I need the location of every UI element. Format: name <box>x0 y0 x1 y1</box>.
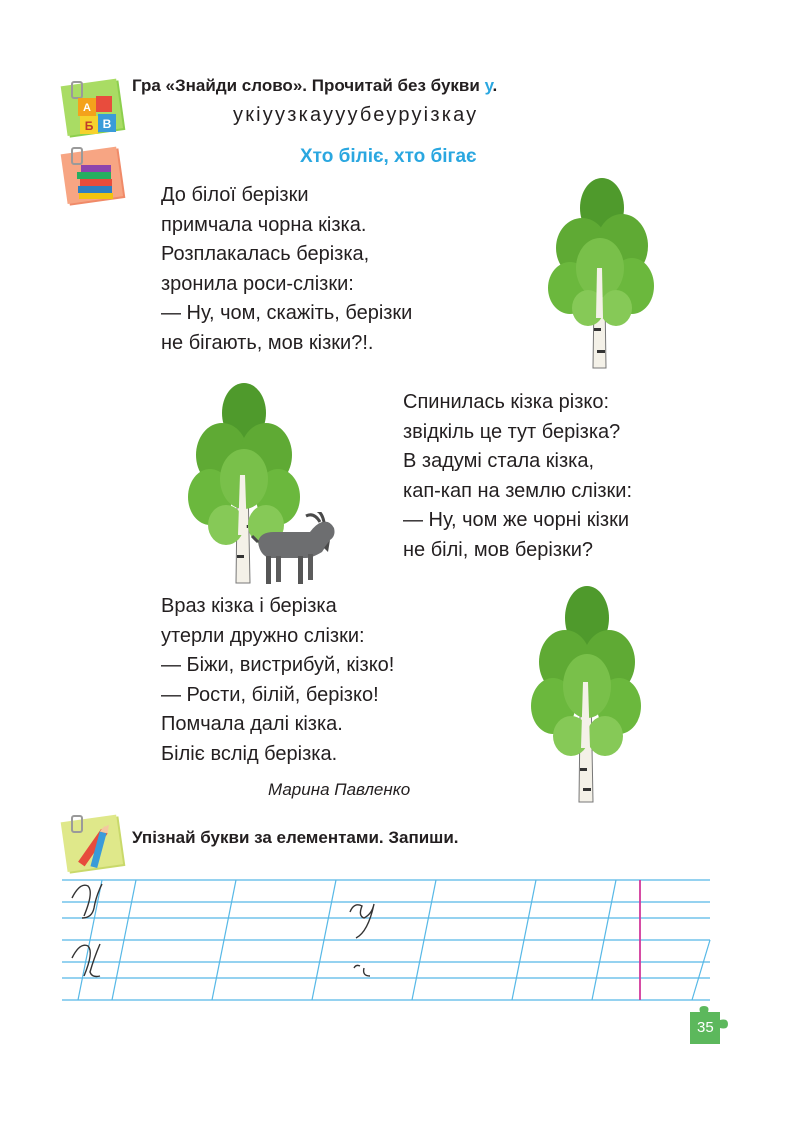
poem-line: — Ну, чом же чорні кізки <box>403 509 630 531</box>
poem-line: Помчала далі кізка. <box>161 713 343 735</box>
poem-line: Спинилась кізка різко: <box>403 391 610 413</box>
poem-title: Хто біліє, хто бігає <box>300 146 477 167</box>
poem-line: кап-кап на землю слізки: <box>403 479 633 502</box>
poem-line: не білі, мов берізки? <box>403 538 594 561</box>
poem-line: — Ну, чом, скажіть, берізки <box>161 302 413 324</box>
svg-text:А: А <box>83 102 91 114</box>
poem-line: — Біжи, вистрибуй, кізко! <box>161 654 395 676</box>
task2-instruction: Упізнай букви за елементами. Запиши. <box>132 828 459 847</box>
handwriting-practice-lines[interactable] <box>50 872 720 1007</box>
birch-tree-illustration <box>540 168 660 373</box>
task1-instruction <box>132 76 497 96</box>
letter-sequence: укіуузкаууубеуруізкау <box>233 104 479 126</box>
task1-suffix: . <box>492 76 498 95</box>
abc-blocks-icon <box>58 76 130 140</box>
poem-line: До білої берізки <box>161 184 309 206</box>
poem-line: В задумі стала кізка, <box>403 450 595 472</box>
birch-tree-illustration <box>525 578 645 806</box>
poem-line: — Рости, білій, берізко! <box>161 683 379 706</box>
poem-line: не бігають, мов кізки?!. <box>161 331 374 354</box>
poem-stanza-1 <box>161 181 412 358</box>
poem-line: зронила роси-слізки: <box>161 272 354 295</box>
poem-line: утерли дружно слізки: <box>161 624 365 647</box>
poem-line: Розплакалась берізка, <box>161 243 370 265</box>
svg-text:В: В <box>102 117 112 131</box>
poem-line: звідкіль це тут берізка? <box>403 420 621 443</box>
svg-text:Б: Б <box>84 119 94 133</box>
books-icon <box>58 144 130 208</box>
poem-line: примчала чорна кізка. <box>161 213 367 236</box>
task1-text: Гра «Знайди слово». Прочитай без букви <box>132 76 485 95</box>
pencil-note-icon <box>58 812 130 876</box>
poem-stanza-2 <box>403 388 632 565</box>
task1-highlight-letter: у <box>484 76 493 95</box>
poem-line: Біліє вслід берізка. <box>161 742 338 765</box>
poem-author: Марина Павленко <box>268 780 411 799</box>
letter-element <box>350 904 374 938</box>
poem-stanza-3 <box>161 592 394 769</box>
page-number: 35 <box>697 1019 714 1036</box>
letter-element <box>354 965 370 976</box>
poem-line: Враз кізка і берізка <box>161 595 337 617</box>
goat-illustration <box>250 512 342 586</box>
